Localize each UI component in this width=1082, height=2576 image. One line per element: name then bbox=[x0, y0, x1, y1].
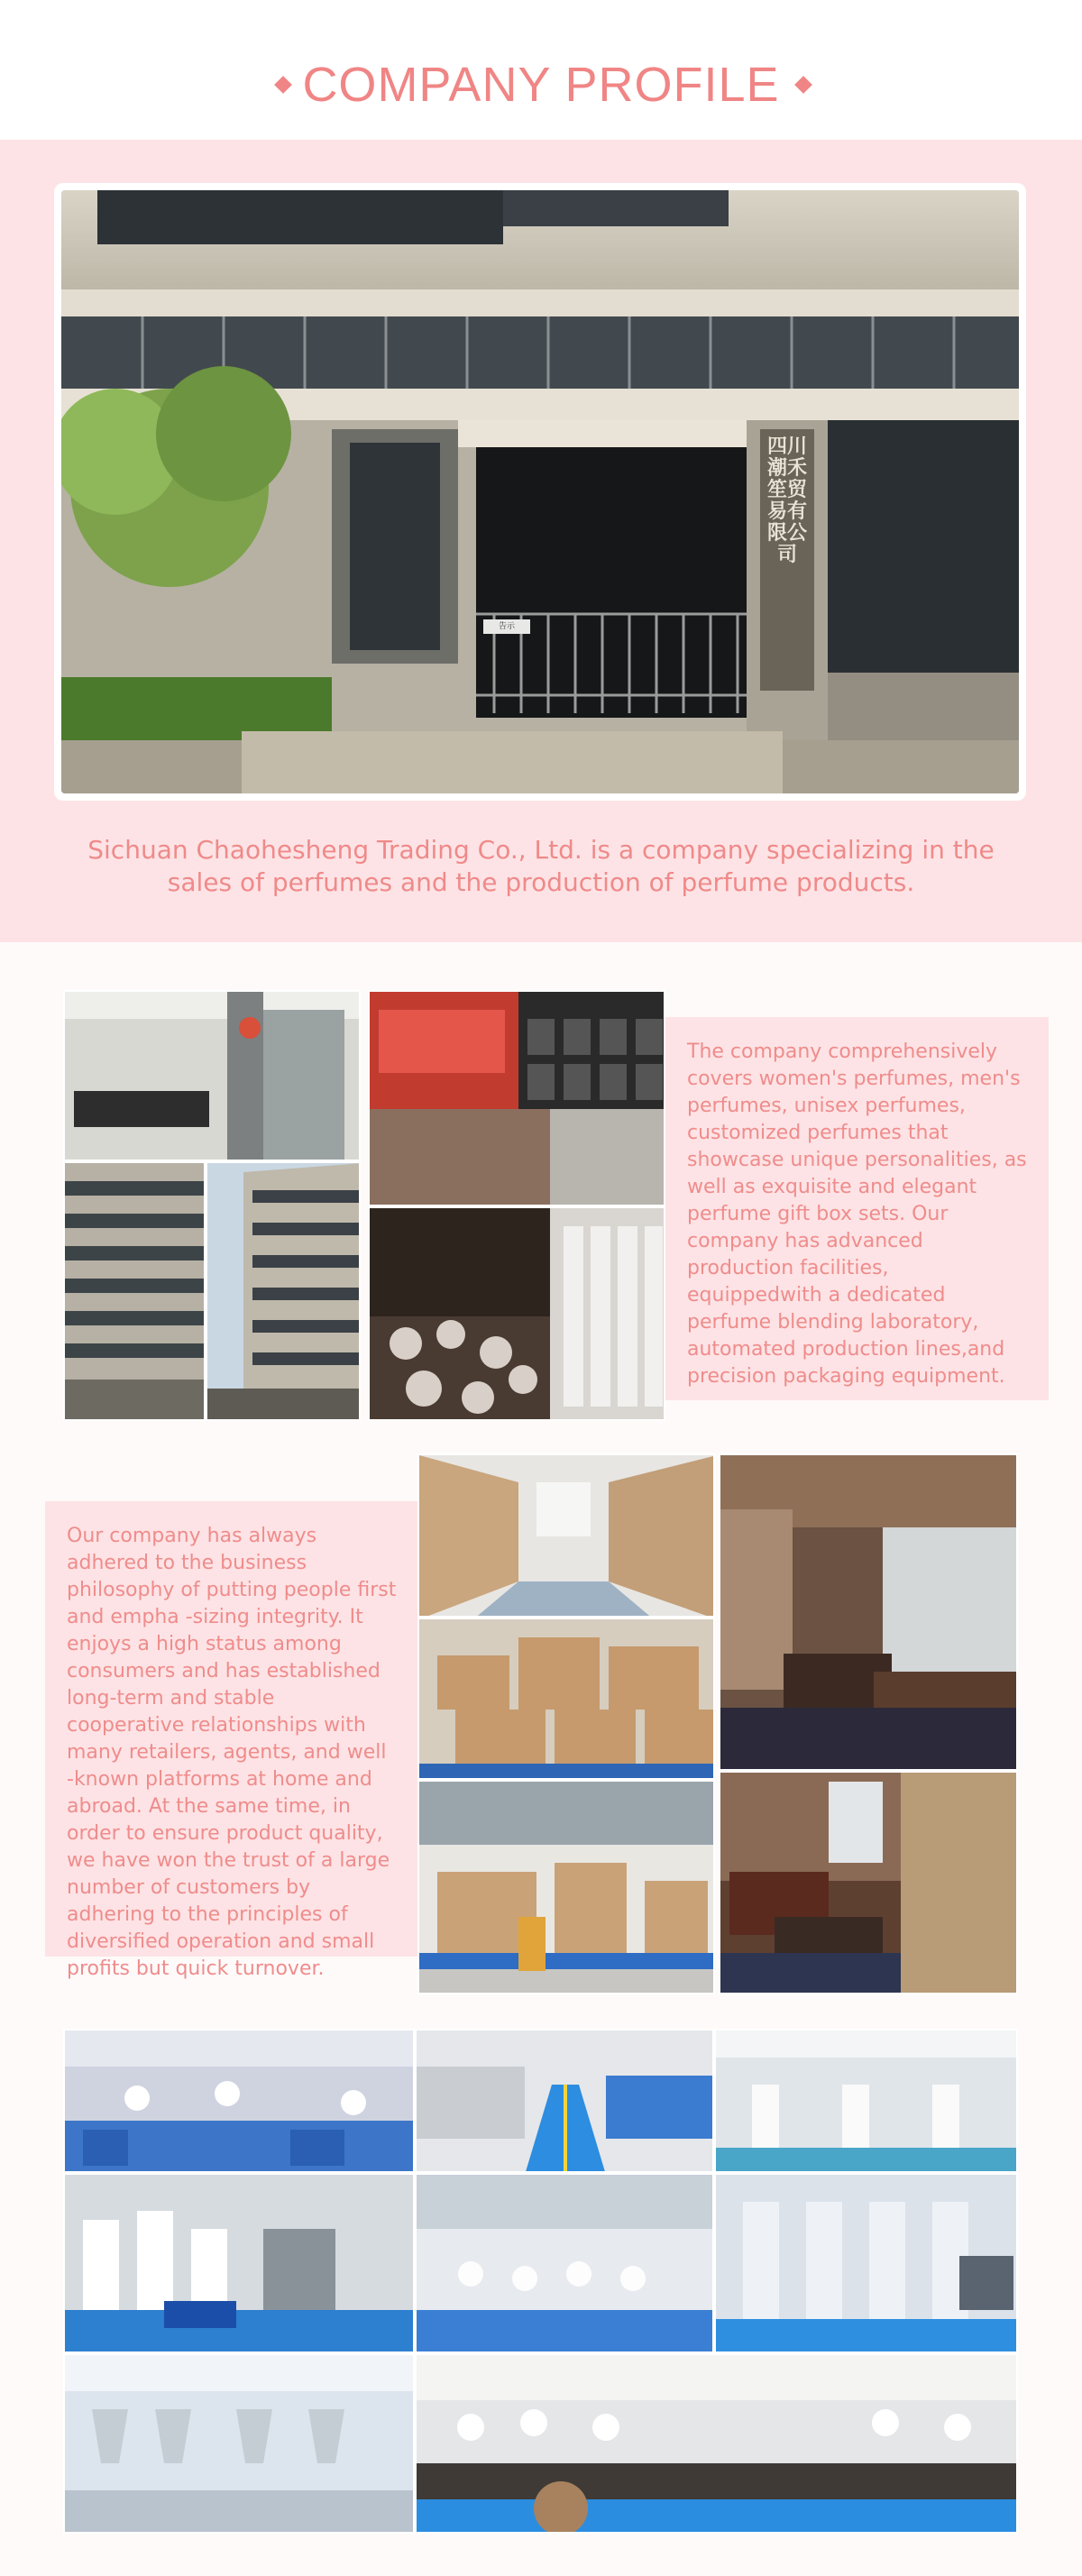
intro-text: Sichuan Chaohesheng Trading Co., Ltd. is a company specializing in the sales of perfumes and the production of perfume products. bbox=[87, 835, 995, 897]
warehouse-aisle-photo bbox=[417, 1453, 715, 1618]
product-range-text: The company comprehensively covers women's perfumes, men's perfumes, unisex perfumes, customized perfumes that showcase unique personalities, as well as exquisite and elegant perfume gift box sets. Our company has advanced production facilities, equippedwith a dedicated perfume blending laboratory, automated production lines,and precision packaging equipment. bbox=[665, 1017, 1049, 1400]
company-building-photo bbox=[61, 190, 1019, 793]
production-floor-photo-2 bbox=[415, 2029, 714, 2173]
hero-photo-frame bbox=[54, 183, 1026, 801]
warehouse-boxes-photo bbox=[417, 1618, 715, 1780]
production-lab-photo-3 bbox=[714, 2029, 1018, 2173]
office-photo bbox=[63, 990, 361, 1161]
warehouse-pallets-photo bbox=[417, 1780, 715, 1994]
production-line-photo-4 bbox=[63, 2173, 415, 2353]
filling-machines-photo-7 bbox=[63, 2353, 415, 2534]
building-exterior-photo-left bbox=[63, 1161, 206, 1421]
event-crowd-photo bbox=[368, 1206, 665, 1421]
gate-notice: 告示 bbox=[498, 622, 515, 631]
company-name-sign: 四川潮禾笙贸易有限公司 bbox=[767, 435, 808, 566]
page-title: COMPANY PROFILE bbox=[302, 58, 780, 112]
building-exterior-photo-right bbox=[206, 1161, 361, 1421]
production-workers-photo-6 bbox=[714, 2173, 1018, 2353]
production-line-photo-1 bbox=[63, 2029, 415, 2173]
production-line-photo-5 bbox=[415, 2173, 714, 2353]
meeting-photo bbox=[368, 990, 665, 1206]
showroom-lounge-photo bbox=[719, 1453, 1018, 1771]
business-philosophy-text: Our company has always adhered to the business philosophy of putting people first and empha -sizing integrity. It enjoys a high status among consumers and has established long-term and stable cooperative relationships with many retailers, agents, and well -known platforms at home and abroad. At the same time, in order to ensure product quality, we have won the trust of a large number of customers by adhering to the principles of diversified operation and small profits but quick turnover. bbox=[45, 1501, 419, 1957]
office-lounge-photo bbox=[719, 1771, 1018, 1994]
assembly-line-photo-8 bbox=[415, 2353, 1018, 2534]
